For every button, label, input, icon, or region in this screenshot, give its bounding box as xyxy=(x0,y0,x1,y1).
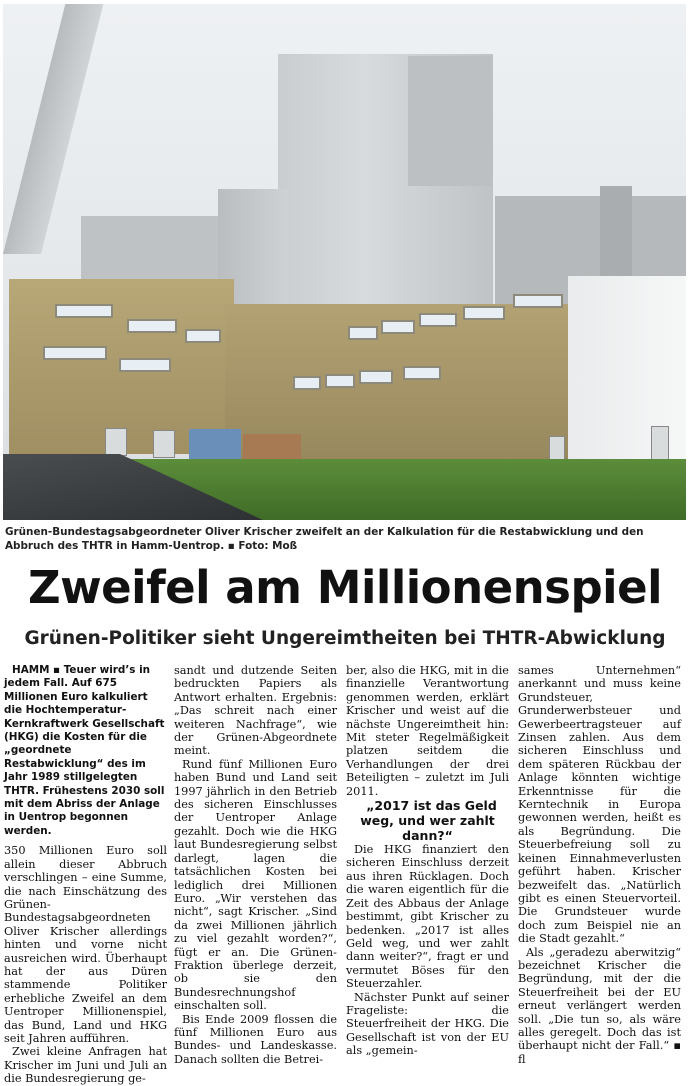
article-paragraph: sandt und dutzende Seiten bedruckten Papiers als Antwort erhalten. Ergebnis: „Das schreit nach einer weiteren Nachfrage“, wie der Grünen-Abgeordnete meint. xyxy=(174,664,337,758)
photo-window xyxy=(43,346,107,360)
headline: Zweifel am Millionenspiel xyxy=(27,561,663,614)
photo-window xyxy=(185,329,221,343)
article-paragraph: Bis Ende 2009 flossen die fünf Millionen Euro aus Bundes- und Landeskasse. Danach sollten die Betrei- xyxy=(174,1012,337,1066)
photo-window xyxy=(381,320,415,334)
article-paragraph: Die HKG finanziert den sicheren Einschluss derzeit aus ihren Rücklagen. Doch die waren eigentlich für die Zeit des Abbaus der Anlage bestimmt, gibt Krischer zu bedenken. „2017 ist alles Geld weg, und wer zahlt dann weiter?“, fragt er und vermutet Böses für den Steuerzahler. xyxy=(346,843,509,991)
article-paragraph: ber, also die HKG, mit in die finanzielle Verantwortung genommen werden, erklärt Krischer und weist auf die nächste Ungereimtheit hin: Mit steter Regelmäßigkeit platzen seitdem die Verhandlungen der drei Beteiligten – zuletzt im Juli 2011. xyxy=(346,664,509,798)
photo-door xyxy=(153,430,175,458)
photo-window xyxy=(359,370,393,384)
photo-window xyxy=(127,319,177,333)
article-column-2 xyxy=(174,664,337,1066)
article-paragraph: Rund fünf Millionen Euro haben Bund und Land seit 1997 jährlich in den Betrieb des sicheren Einschlusses der Uentroper Anlage gezahlt. Doch wie die HKG laut Bundesregierung selbst darlegt, lagen die tatsächlichen Kosten bei lediglich drei Millionen Euro. „Wir verstehen das nicht“, sagt Krischer. „Sind da zwei Millionen jährlich zu viel gezahlt worden?“, fügt er an. Die Grünen-Fraktion überlege derzeit, ob sie den Bundesrechnungshof einschalten soll. xyxy=(174,757,337,1013)
photo-door xyxy=(105,428,127,456)
photo-window xyxy=(513,294,563,308)
photo-window xyxy=(325,374,355,388)
article-photo xyxy=(3,4,686,520)
inline-subheading: „2017 ist das Geld weg, und wer zahlt dann?“ xyxy=(360,798,497,844)
photo-window xyxy=(419,313,457,327)
article-column-4 xyxy=(518,664,681,1066)
article-paragraph: Zwei kleine Anfragen hat Krischer im Juni und Juli an die Bundesregierung ge- xyxy=(4,1045,167,1086)
article-paragraph: Nächster Punkt auf seiner Frageliste: die Steuerfreiheit der HKG. Die Gesellschaft ist von der EU als „gemein- xyxy=(346,990,509,1058)
photo-caption: Grünen-Bundestagsabgeordneter Oliver Krischer zweifelt an der Kalkulation für die Restabwicklung und den Abbruch des THTR in Hamm-Uentrop. ▪ Foto: Moß xyxy=(5,526,644,552)
photo-window xyxy=(403,366,441,380)
photo-tower-top xyxy=(408,56,493,186)
article-column-1 xyxy=(4,664,167,1086)
article-paragraph: Als „geradezu aberwitzig“ bezeichnet Krischer die Begründung, mit der die Steuerfreiheit bei der EU erneut verlängert werden soll. „Die tun so, als wäre alles geregelt. Doch das ist überhaupt nicht der Fall.“ ▪ fl xyxy=(518,945,681,1066)
article-lead: HAMM ▪ Teuer wird’s in jedem Fall. Auf 675 Millionen Euro kalkuliert die Hochtemperatur-Kernkraftwerk Gesellschaft (HKG) die Kosten für die „geordnete Restabwicklung“ des im Jahr 1989 stillgelegten THTR. Frühestens 2030 soll mit dem Abriss der Anlage in Uentrop begonnen werden. xyxy=(4,664,165,837)
article-paragraph: 350 Millionen Euro soll allein dieser Abbruch verschlingen – eine Summe, die nach Einschätzung des Grünen-Bundestagsabgeordneten Oliver Krischer allerdings hinten und vorne nicht ausreichen wird. Überhaupt hat der aus Düren stammende Politiker erhebliche Zweifel an dem Uentroper Millionenspiel, das Bund, Land und HKG seit Jahren aufführen. xyxy=(4,844,167,1045)
article-column-3 xyxy=(346,664,509,1058)
article-paragraph: sames Unternehmen“ anerkannt und muss keine Grundsteuer, Grunderwerbsteuer und Gewerbeertragsteuer auf Zinsen zahlen. Aus dem sicheren Einschluss und dem späteren Rückbau der Anlage könnten wichtige Erkenntnisse für die Kerntechnik in Europa gewonnen werden, heißt es als Begründung. Die Steuerbefreiung soll zu keinen Einnahmeverlusten geführt haben. Krischer bezweifelt das. „Natürlich gibt es einen Steuervorteil. Die Grundsteuer wurde doch zum Beispiel nie an die Stadt gezahlt.“ xyxy=(518,664,681,946)
photo-window xyxy=(55,304,113,318)
subheadline: Grünen-Politiker sieht Ungereimtheiten bei THTR-Abwicklung xyxy=(24,628,666,649)
photo-window xyxy=(463,306,505,320)
photo-window xyxy=(348,326,378,340)
photo-window xyxy=(119,358,171,372)
photo-window xyxy=(293,376,321,390)
